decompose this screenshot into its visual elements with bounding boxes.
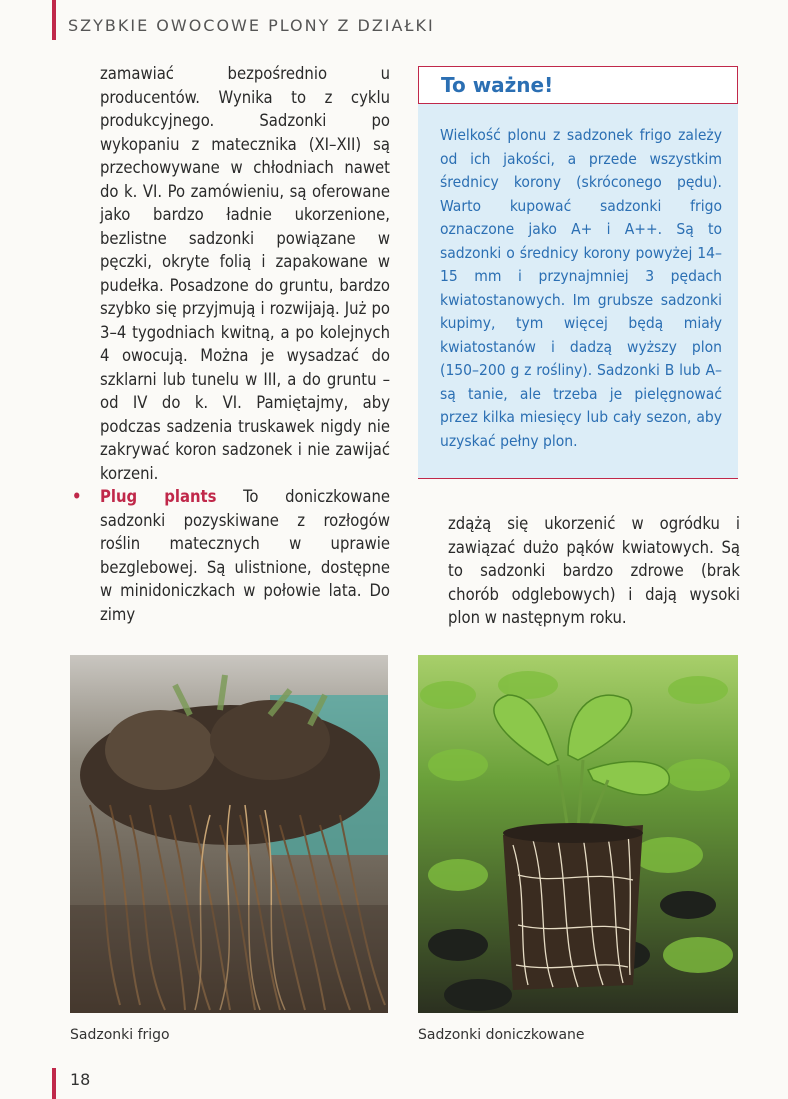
bullet-term: Plug plants (100, 487, 217, 506)
header-accent-bar (52, 0, 56, 40)
body-paragraph: zamawiać bezpośrednio u producentów. Wynika to z cyklu produkcyjnego. Sadzonki po wykopaniu z matecznika (XI–XII) są przechowywane w chłodniach nawet do k. VI. Po zamówieniu, są oferowane jako bardzo ładnie ukorzenione, bezlistne sadzonki powiązane w pęczki, okryte folią i zapakowane w pudełka. Posadzone do gruntu, bardzo szybko się przyjmują i rozwijają. Już po 3–4 tygodniach kwitną, a po kolejnych 4 owocują. Można je wysadzać do szklarni lub tunelu w III, a do gruntu – od IV do k. VI. Pamiętajmy, aby podczas sadzenia truskawek nigdy nie zakrywać koron sadzonek i nie zawijać korzeni. (100, 64, 390, 483)
running-header: SZYBKIE OWOCOWE PLONY Z DZIAŁKI (68, 16, 435, 35)
info-box-header (418, 66, 738, 104)
footer-accent-bar (52, 1068, 56, 1099)
bullet-text: To doniczkowane sadzonki pozyskiwane z rozłogów roślin matecznych w uprawie bezglebowej. Są ulistnione, dostępne w minidoniczkach w połowie lata. Do zimy (100, 487, 390, 624)
info-box-title: To ważne! (441, 73, 554, 97)
bullet-item-plug-plants (70, 485, 390, 626)
photo-potted-plants (418, 655, 738, 1013)
info-box-text: Wielkość plonu z sadzonek frigo zależy od ich jakości, a przede wszystkim średnicy korony (skróconego pędu). Warto kupować sadzonki frigo oznaczone jako A+ i A++. Są to sadzonki o średnicy korony powyżej 14–15 mm i przynajmniej 3 pędach kwiatostanowych. Im grubsze sadzonki kupimy, tym więcej będą miały kwiatostanów i dadzą wyższy plon (150–200 g z rośliny). Sadzonki B lub A– są tanie, ale trzeba je pielęgnować przez kilka miesięcy lub cały sezon, aby uzyskać pełny plon. (440, 126, 722, 450)
info-box (418, 66, 738, 479)
photo-frigo-plants (70, 655, 388, 1013)
body-paragraph-continued: zdążą się ukorzenić w ogródku i zawiązać dużo pąków kwiatowych. Są to sadzonki bardzo zdrowe (brak chorób odglebowych) i dają wysoki plon w następnym roku. (448, 514, 740, 627)
photo-caption-frigo: Sadzonki frigo (70, 1027, 170, 1043)
page-number: 18 (70, 1070, 91, 1089)
left-column (70, 62, 390, 626)
info-box-body (418, 104, 738, 478)
right-column (448, 512, 740, 630)
bullet-dot-icon: • (72, 487, 82, 506)
photo-caption-potted: Sadzonki doniczkowane (418, 1027, 585, 1043)
